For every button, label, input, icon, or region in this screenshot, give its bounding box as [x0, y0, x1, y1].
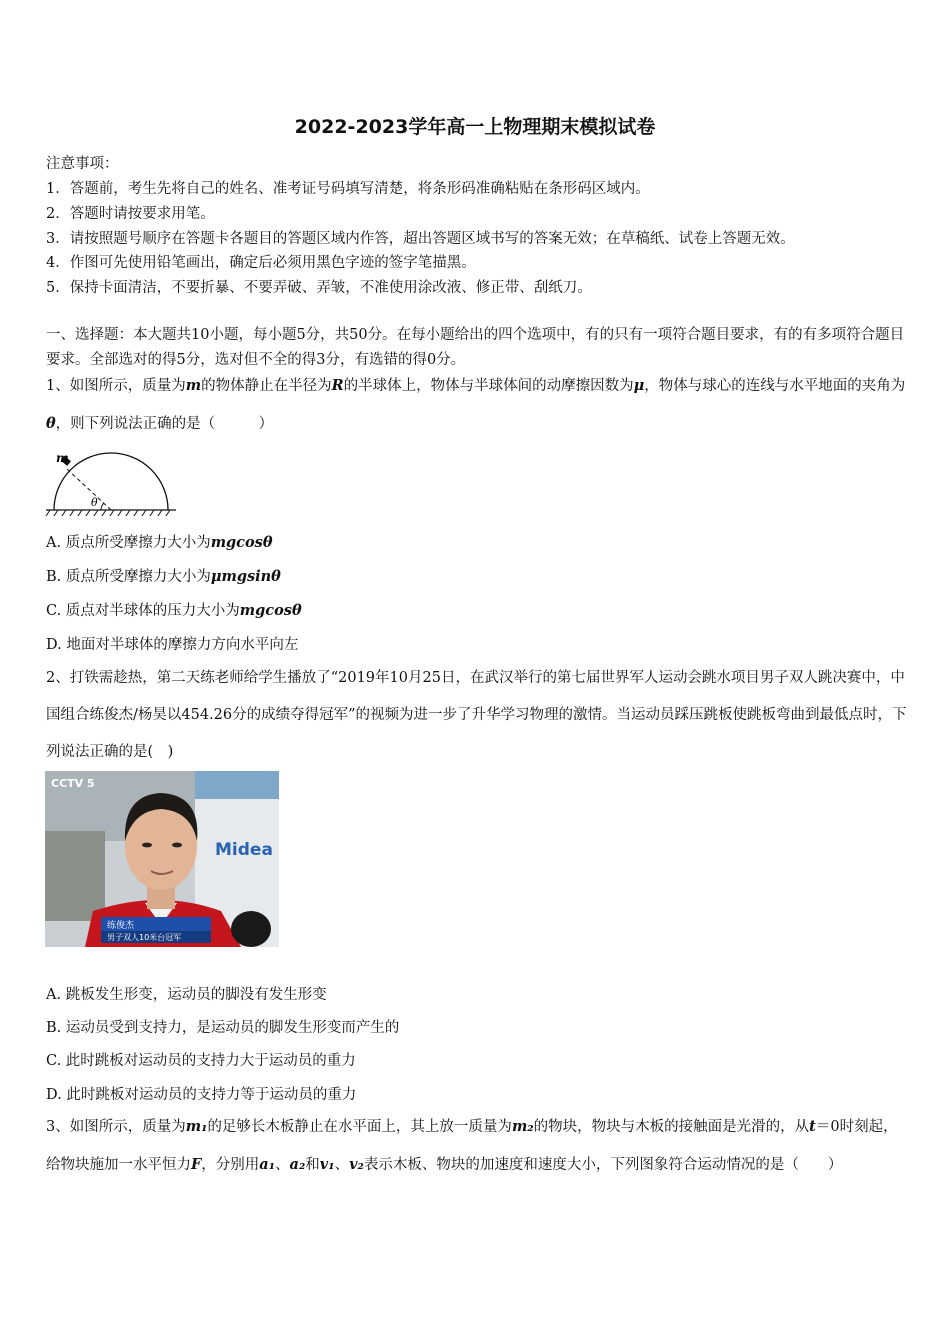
question-1-stem: 1、如图所示，质量为m的物体静止在半径为R的半球体上，物体与半球体间的动摩擦因数为μ，物体与球心的连线与水平地面的夹角为θ，则下列说法正确的是（ ） — [46, 377, 906, 432]
hemisphere-diagram — [44, 446, 178, 520]
question-1-option-b: B. 质点所受摩擦力大小为μmgsinθ — [46, 568, 281, 585]
question-2-option-d: D. 此时跳板对运动员的支持力等于运动员的重力 — [46, 1087, 357, 1103]
question-2-option-c: C. 此时跳板对运动员的支持力大于运动员的重力 — [46, 1053, 356, 1069]
mass-label: m — [56, 451, 69, 465]
athlete-photo — [45, 771, 279, 947]
question-2-stem: 2、打铁需趁热，第二天练老师给学生播放了“2019年10月25日，在武汉举行的第七届世界军人运动会跳水项目男子双人跳决赛中，中国组合练俊杰/杨昊以454.26分的成绩夺得冠军”的视频为进一步了升华学习物理的激情。当运动员踩压跳板使跳板弯曲到最低点时，下列说法正确的是( ) — [46, 670, 907, 760]
sponsor-logo: Midea — [215, 840, 273, 860]
section-instructions: 一、选择题：本大题共10小题，每小题5分，共50分。在每小题给出的四个选项中，有的只有一项符合题目要求，有的有多项符合题目要求。全部选对的得5分，选对但不全的得3分，有选错的得0分。 — [46, 327, 905, 368]
question-3-stem: 3、如图所示，质量为m₁的足够长木板静止在水平面上，其上放一质量为m₂的物块，物块与木板的接触面是光滑的，从t＝0时刻起，给物块施加一水平恒力F，分别用a₁、a₂和v₁、v₂表示木板、物块的加速度和速度大小，下列图象符合运动情况的是（ ） — [46, 1118, 898, 1173]
question-2-option-a: A. 跳板发生形变，运动员的脚没有发生形变 — [46, 987, 327, 1003]
notice-item: 4．作图可先使用铅笔画出，确定后必须用黑色字迹的签字笔描黑。 — [46, 255, 476, 271]
angle-label: θ — [91, 496, 98, 509]
notice-item: 5．保持卡面清洁，不要折暴、不要弄破、弄皱，不准使用涂改液、修正带、刮纸刀。 — [46, 280, 592, 296]
question-1-option-a: A. 质点所受摩擦力大小为mgcosθ — [46, 534, 273, 551]
channel-logo: CCTV 5 — [51, 777, 95, 790]
notice-item: 3．请按照题号顺序在答题卡各题目的答题区域内作答，超出答题区域书写的答案无效；在草稿纸、试卷上答题无效。 — [46, 231, 795, 247]
question-1-option-d: D. 地面对半球体的摩擦力方向水平向左 — [46, 637, 299, 653]
notice-item: 2．答题时请按要求用笔。 — [46, 206, 215, 222]
notice-heading: 注意事项： — [46, 156, 119, 172]
caption-title: 男子双人10米台冠军 — [107, 933, 182, 942]
caption-name: 练俊杰 — [107, 921, 135, 931]
page-title: 2022-2023学年高一上物理期末模拟试卷 — [294, 116, 656, 138]
question-1-option-c: C. 质点对半球体的压力大小为mgcosθ — [46, 602, 302, 619]
question-2-option-b: B. 运动员受到支持力，是运动员的脚发生形变而产生的 — [46, 1020, 400, 1036]
notice-item: 1．答题前，考生先将自己的姓名、准考证号码填写清楚，将条形码准确粘贴在条形码区域内。 — [46, 181, 650, 197]
